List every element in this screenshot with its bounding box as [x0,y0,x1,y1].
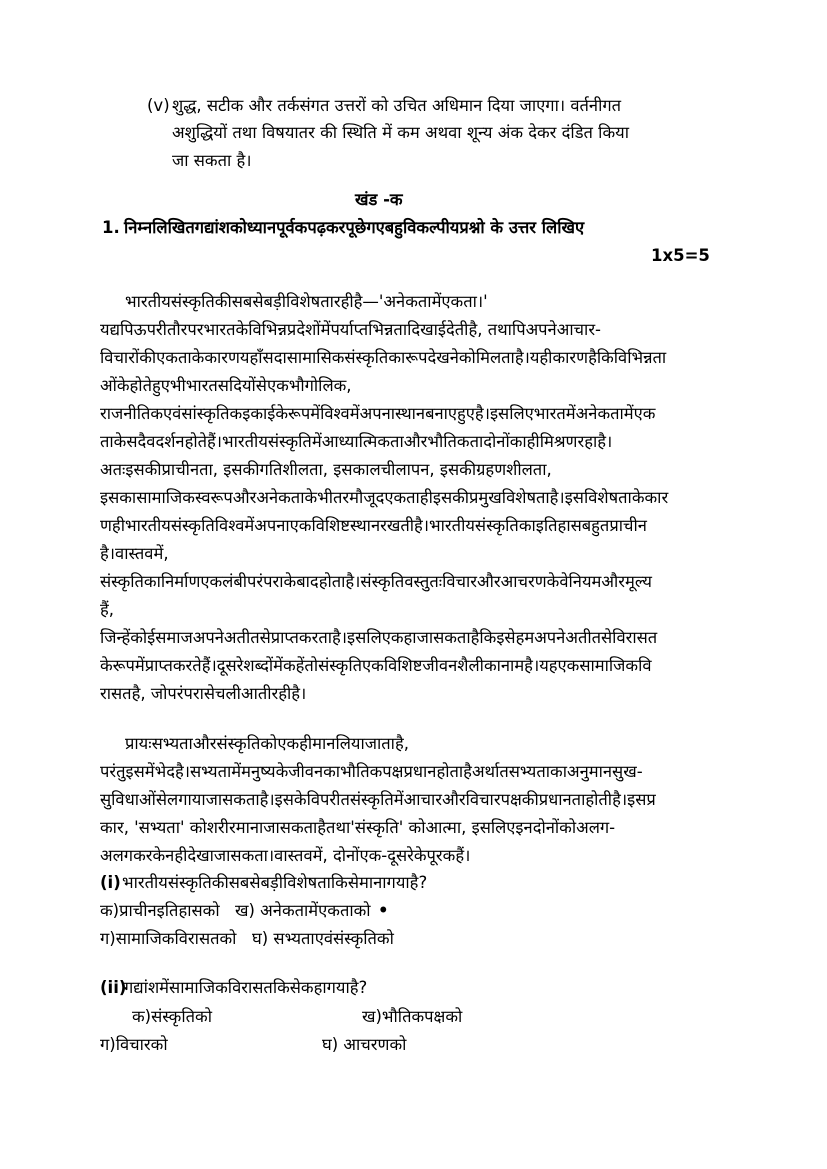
passage-line: अतःइसकीप्राचीनता, इसकीगतिशीलता, इसकालचीलापन, इसकीग्रहणशीलता, [100,460,552,479]
option-c: ग)सामाजिकविरासतको [100,929,237,948]
option-b: ख)भौतिकपक्षको [362,1007,463,1026]
passage-line: है।वास्तवमें, [100,544,169,563]
passage-line: सुविधाओंसेलगायाजासकताहै।इसकेविपरीतसंस्कृतिमेंआचारऔरविचारपक्षकीप्रधानताहोतीहै।इसप्र [100,790,656,809]
question-marks: 1x5=5 [651,246,710,265]
passage-line: भारतीयसंस्कृतिकीसबसेबड़ीविशेषतारहीहै—'अनेकतामेंएकता।' [125,292,488,311]
instruction-line-1: शुद्ध, सटीक और तर्कसंगत उत्तरों को उचित अधिमान दिया जाएगा। वर्तनीगत [172,96,622,115]
passage-line: रासतहै, जोपरंपरासेचलीआतीरहीहै। [100,684,307,703]
instruction-line-2: अशुद्धियों तथा विषयातर की स्थिति में कम अथवा शून्य अंक देकर दंडित किया [172,123,629,142]
passage-line: संस्कृतिकानिर्माणएकलंबीपरंपराकेबादहोताहै।संस्कृतिवस्तुतःविचारऔरआचरणकेवेनियमऔरमूल्य [100,572,652,591]
sub-question-label: (ii) [100,978,127,997]
passage-line: णहीभारतीयसंस्कृतिविश्वमेंअपनाएकविशिष्टस्थानरखतीहै।भारतीयसंस्कृतिकाइतिहासबहुतप्राचीन [100,516,647,535]
option-d: घ) सभ्यताएवंसंस्कृतिको [252,929,394,948]
passage-line: जिन्हेंकोईसमाजअपनेअतीतसेप्राप्तकरताहै।इसलिएकहाजासकताहैकिइसेहमअपनेअतीतसेविरासत [100,628,658,647]
option-a: क)प्राचीनइतिहासको [100,901,220,920]
passage-line: यद्यपिऊपरीतौरपरभारतकेविभिन्नप्रदेशोंमेंपर्याप्तभिन्नतादिखाईदेतीहै, तथापिअपनेआचार- [100,320,602,339]
option-c: ग)विचारको [100,1035,168,1054]
section-title: खंड -क [355,190,403,209]
passage-line: परंतुइसमेंभेदहै।सभ्यतामेंमनुष्यकेजीवनकाभौतिकपक्षप्रधानहोताहैअर्थातसभ्यताकाअनुमानसुख- [100,762,643,781]
passage-line: कार, 'सभ्यता' कोशरीरमानाजासकताहैतथा'संस्कृति' कोआत्मा, इसलिएइनदोनोंकोअलग- [100,818,616,837]
option-d: घ) आचरणको [322,1035,407,1054]
passage-line: प्रायःसभ्यताऔरसंस्कृतिकोएकहीमानलियाजाताहै, [125,734,409,753]
instruction-line-3: जा सकता है। [172,151,252,170]
sub-question-text: भारतीयसंस्कृतिकीसबसेबड़ीविशेषताकिसेमानागयाहै? [122,873,428,892]
question-text: निम्नलिखितगद्यांशकोध्यानपूर्वकपढ़करपूछेगएबहुविकल्पीयप्रश्नो के उत्तर लिखिए [124,218,585,237]
passage-line: अलगकरकेनहीदेखाजासकता।वास्तवमें, दोनोंएक-दूसरेकेपूरकहैं। [100,846,471,865]
passage-line: राजनीतिकएवंसांस्कृतिकइकाईकेरूपमेंविश्वमेंअपनास्थानबनाएहुएहै।इसलिएभारतमेंअनेकतामेंएक [100,404,656,423]
passage-line: केरूपमेंप्राप्तकरतेहैं।दूसरेशब्दोंमेंकहेंतोसंस्कृतिएकविशिष्टजीवनशैलीकानामहै।यहएकसामाजिकवि [100,656,652,675]
passage-line: हैं, [100,600,115,619]
option-b: ख) अनेकतामेंएकताको [235,901,371,920]
question-number: 1. [102,218,120,237]
passage-line: ओंकेहोतेहुएभीभारतसदियोंसेएकभौगोलिक, [100,376,352,395]
sub-question-label: (i) [100,873,121,892]
option-b-mark: • [378,901,389,920]
passage-line: विचारोंकीएकताकेकारणयहाँसदासामासिकसंस्कृतिकारूपदेखनेकोमिलताहै।यहीकारणहैकिविभिन्नता [100,348,667,367]
passage-line: ताकेसदैवदर्शनहोतेहैं।भारतीयसंस्कृतिमेंआध्यात्मिकताऔरभौतिकतादोनोंकाहीमिश्रणरहाहै। [100,432,613,451]
sub-question-text: गद्यांशमेंसामाजिकविरासतकिसेकहागयाहै? [124,978,368,997]
passage-line: इसकासामाजिकस्वरूपऔरअनेकताकेभीतरमौजूदएकताहीइसकीप्रमुखविशेषताहै।इसविशेषताकेकार [100,488,669,507]
instruction-marker: (v) [147,96,170,115]
option-a: क)संस्कृतिको [132,1007,212,1026]
